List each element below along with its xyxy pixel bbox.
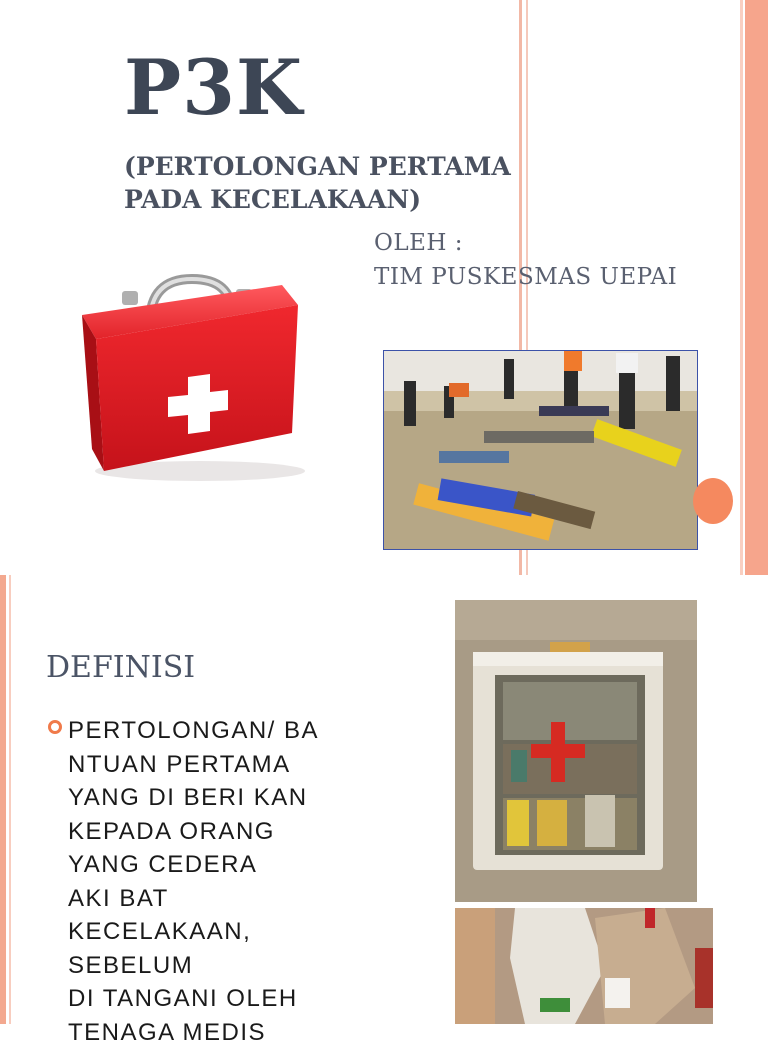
definition-line: NTUAN PERTAMA [68, 748, 388, 782]
slide-definition [0, 575, 768, 1024]
decor-stripe [740, 0, 743, 575]
subtitle-line: PADA KECELAKAAN) [124, 183, 511, 216]
definition-line: KEPADA ORANG [68, 815, 388, 849]
first-aid-cabinet-photo [455, 600, 697, 902]
definition-line: SEBELUM [68, 949, 388, 983]
page-title: P3K [124, 50, 303, 126]
definition-line: DI TANGANI OLEH [68, 982, 388, 1016]
byline-label: OLEH : [374, 226, 677, 260]
decor-stripe [745, 0, 768, 575]
subtitle-line: (PERTOLONGAN PERTAMA [124, 150, 511, 183]
decor-dot [693, 478, 733, 524]
first-aid-kit-icon [70, 275, 310, 485]
definition-line: PERTOLONGAN/ BA [68, 714, 388, 748]
rescue-drill-photo [383, 350, 698, 550]
decor-stripe [0, 575, 6, 1024]
byline-author: TIM PUSKESMAS UEPAI [374, 260, 677, 294]
definition-line: AKI BAT [68, 882, 388, 916]
byline [374, 226, 677, 294]
decor-stripe [9, 575, 11, 1024]
definition-line: YANG CEDERA [68, 848, 388, 882]
bandaging-photo [455, 908, 713, 1024]
definition-line: TENAGA MEDIS [68, 1016, 388, 1049]
definition-line: KECELAKAAN, [68, 915, 388, 949]
bullet-icon [48, 720, 62, 734]
definition-text [68, 714, 388, 1049]
subtitle [124, 150, 511, 216]
section-heading: DEFINISI [46, 650, 195, 685]
definition-line: YANG DI BERI KAN [68, 781, 388, 815]
